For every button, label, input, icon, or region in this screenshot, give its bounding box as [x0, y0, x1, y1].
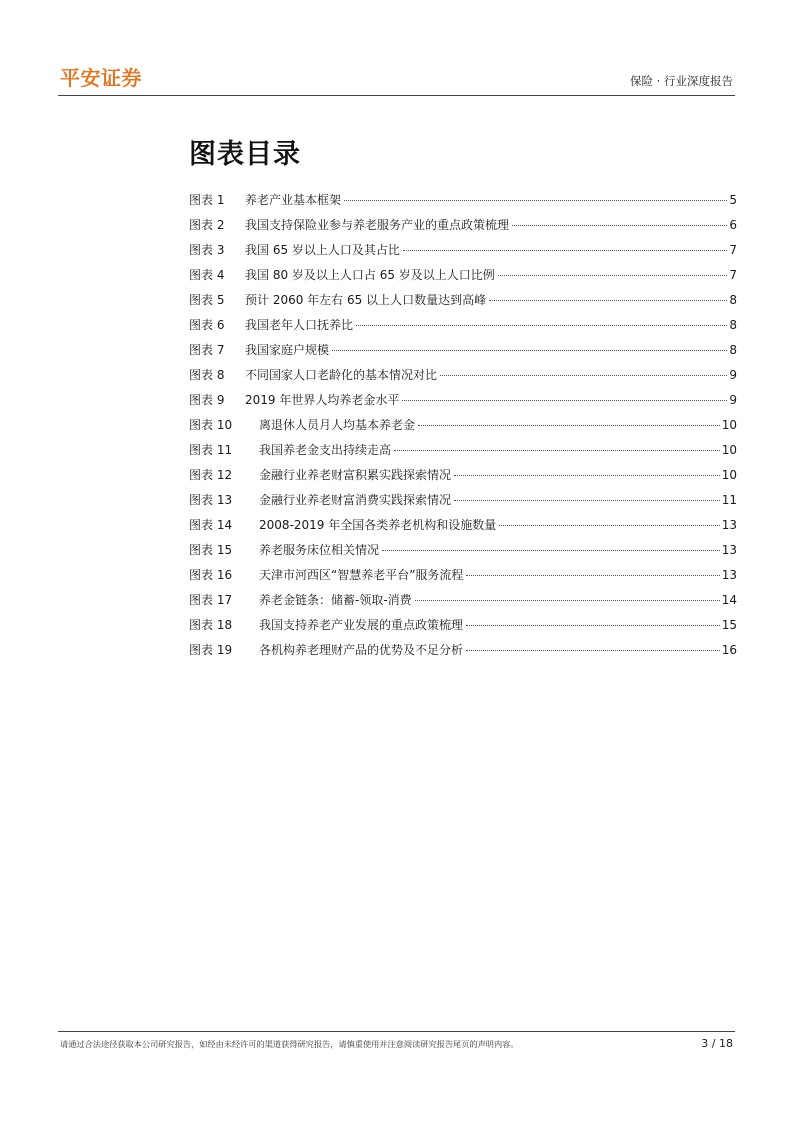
toc-dot-leader: [382, 549, 720, 551]
toc-entry-label: 图表 19: [189, 643, 233, 657]
toc-entry[interactable]: [189, 288, 737, 313]
toc-entry-page: 16: [721, 643, 737, 657]
toc-entry-title: 2008-2019 年全国各类养老机构和设施数量: [259, 518, 497, 532]
toc-entry-page: 15: [721, 618, 737, 632]
toc-dot-leader: [499, 524, 719, 526]
toc-entry-label: 图表 6: [189, 318, 225, 332]
toc-entry[interactable]: [189, 338, 737, 363]
toc-entry-label: 图表 12: [189, 468, 233, 482]
toc-entry-title: 预计 2060 年左右 65 以上人口数量达到高峰: [245, 293, 487, 307]
toc-entry-title: 我国家庭户规模: [245, 343, 330, 357]
toc-entry[interactable]: [189, 238, 737, 263]
toc-dot-leader: [415, 599, 720, 601]
toc-entry-page: 10: [721, 418, 737, 432]
toc-entry-page: 7: [729, 268, 737, 282]
toc-entry-page: 13: [721, 568, 737, 582]
toc-entry-label: 图表 16: [189, 568, 233, 582]
toc-dot-leader: [489, 299, 727, 301]
toc-entry-page: 10: [721, 468, 737, 482]
toc-entry-label: 图表 14: [189, 518, 233, 532]
toc-entry[interactable]: [189, 438, 737, 463]
toc-entry-title: 养老产业基本框架: [245, 193, 342, 207]
toc-entry-title: 不同国家人口老龄化的基本情况对比: [245, 368, 438, 382]
table-of-figures: [189, 188, 737, 663]
toc-entry-label: 图表 1: [189, 193, 225, 207]
toc-entry-page: 6: [729, 218, 737, 232]
toc-dot-leader: [466, 624, 720, 626]
toc-entry-title: 我国 65 岁以上人口及其占比: [245, 243, 400, 257]
toc-entry-label: 图表 4: [189, 268, 225, 282]
toc-entry-title: 我国支持保险业参与养老服务产业的重点政策梳理: [245, 218, 510, 232]
page-title: 图表目录: [189, 139, 301, 170]
toc-entry[interactable]: [189, 188, 737, 213]
toc-entry-page: 9: [729, 368, 737, 382]
toc-dot-leader: [403, 249, 727, 251]
toc-entry-page: 8: [729, 343, 737, 357]
toc-entry[interactable]: [189, 638, 737, 663]
toc-entry[interactable]: [189, 588, 737, 613]
toc-entry-label: 图表 11: [189, 443, 233, 457]
toc-dot-leader: [344, 199, 727, 201]
toc-entry-label: 图表 17: [189, 593, 233, 607]
toc-dot-leader: [332, 349, 727, 351]
toc-entry[interactable]: [189, 538, 737, 563]
toc-entry-page: 8: [729, 293, 737, 307]
toc-entry-label: 图表 10: [189, 418, 233, 432]
toc-entry-page: 11: [721, 493, 737, 507]
toc-entry[interactable]: [189, 363, 737, 388]
toc-dot-leader: [498, 274, 728, 276]
toc-entry-label: 图表 8: [189, 368, 225, 382]
toc-entry[interactable]: [189, 513, 737, 538]
toc-entry-page: 13: [721, 543, 737, 557]
toc-entry-label: 图表 2: [189, 218, 225, 232]
toc-entry-label: 图表 15: [189, 543, 233, 557]
toc-dot-leader: [356, 324, 727, 326]
toc-entry-label: 图表 3: [189, 243, 225, 257]
toc-dot-leader: [454, 499, 720, 501]
toc-entry-page: 13: [721, 518, 737, 532]
toc-entry[interactable]: [189, 213, 737, 238]
toc-entry-label: 图表 18: [189, 618, 233, 632]
toc-dot-leader: [512, 224, 727, 226]
toc-dot-leader: [402, 399, 727, 401]
toc-entry-title: 我国支持养老产业发展的重点政策梳理: [259, 618, 464, 632]
toc-entry[interactable]: [189, 263, 737, 288]
toc-entry[interactable]: [189, 313, 737, 338]
toc-entry-title: 我国 80 岁及以上人口占 65 岁及以上人口比例: [245, 268, 495, 282]
toc-entry-page: 5: [729, 193, 737, 207]
toc-entry-title: 养老服务床位相关情况: [259, 543, 380, 557]
report-category: 保险 · 行业深度报告: [630, 74, 733, 88]
toc-dot-leader: [394, 449, 720, 451]
toc-entry[interactable]: [189, 463, 737, 488]
toc-entry-page: 10: [721, 443, 737, 457]
toc-entry-title: 金融行业养老财富积累实践探索情况: [259, 468, 452, 482]
toc-entry[interactable]: [189, 563, 737, 588]
brand-logo: 平安证券: [60, 66, 142, 90]
toc-entry-title: 金融行业养老财富消费实践探索情况: [259, 493, 452, 507]
toc-entry-title: 2019 年世界人均养老金水平: [245, 393, 400, 407]
toc-entry-title: 我国养老金支出持续走高: [259, 443, 392, 457]
toc-entry-title: 离退休人员月人均基本养老金: [259, 418, 416, 432]
toc-entry-page: 8: [729, 318, 737, 332]
toc-entry-page: 7: [729, 243, 737, 257]
toc-dot-leader: [454, 474, 720, 476]
toc-dot-leader: [418, 424, 720, 426]
toc-entry-title: 天津市河西区“智慧养老平台”服务流程: [259, 568, 464, 582]
toc-entry-title: 我国老年人口抚养比: [245, 318, 354, 332]
toc-entry-label: 图表 5: [189, 293, 225, 307]
toc-dot-leader: [466, 649, 720, 651]
toc-dot-leader: [466, 574, 719, 576]
toc-entry-label: 图表 13: [189, 493, 233, 507]
toc-entry[interactable]: [189, 613, 737, 638]
footer-disclaimer: 请通过合法途径获取本公司研究报告，如经由未经许可的渠道获得研究报告，请慎重使用并注意阅读研究报告尾页的声明内容。: [60, 1039, 519, 1049]
toc-entry-title: 养老金链条：储蓄-领取-消费: [259, 593, 412, 607]
toc-entry-label: 图表 7: [189, 343, 225, 357]
page-number: 3 / 18: [701, 1037, 733, 1050]
toc-entry[interactable]: [189, 388, 737, 413]
toc-entry[interactable]: [189, 488, 737, 513]
toc-dot-leader: [440, 374, 727, 376]
toc-entry-label: 图表 9: [189, 393, 225, 407]
toc-entry-page: 9: [729, 393, 737, 407]
header-divider: [58, 95, 735, 96]
toc-entry-title: 各机构养老理财产品的优势及不足分析: [259, 643, 464, 657]
toc-entry-page: 14: [721, 593, 737, 607]
footer-divider: [58, 1031, 735, 1032]
toc-entry[interactable]: [189, 413, 737, 438]
